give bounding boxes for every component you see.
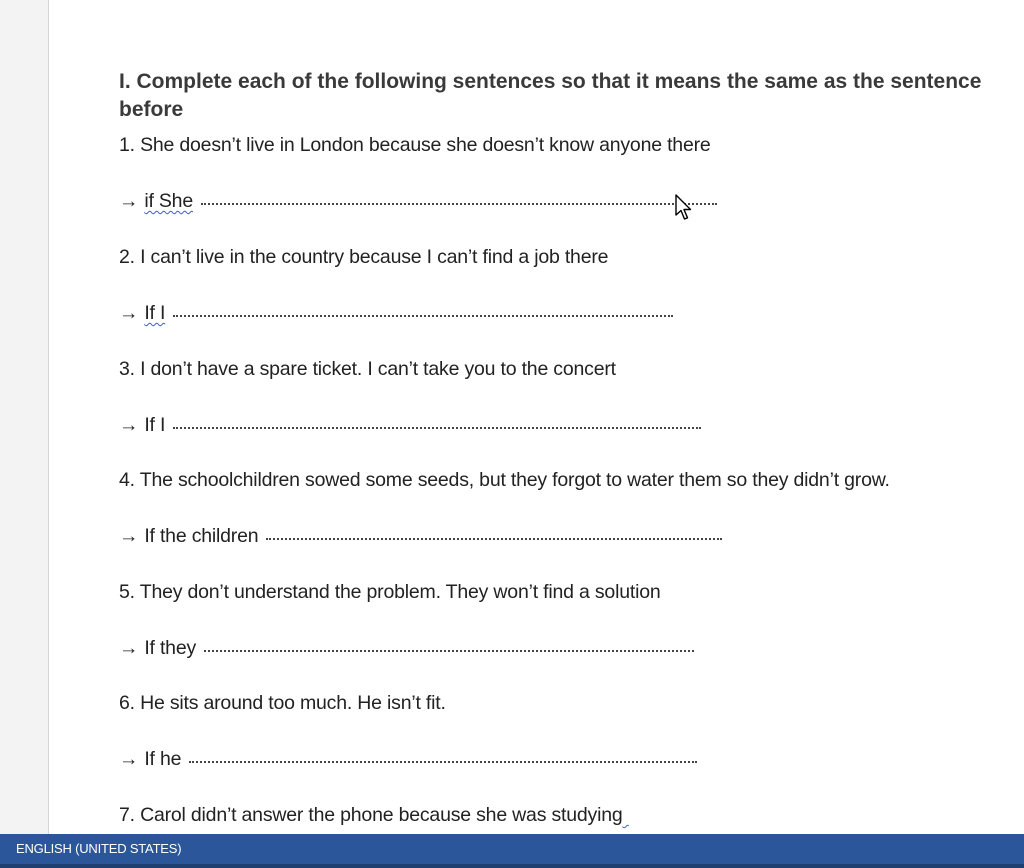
left-margin-gutter — [0, 0, 49, 834]
exercise-heading: I. Complete each of the following sentences so that it means the same as the sentence before — [119, 70, 982, 121]
answer-blank-4[interactable] — [266, 535, 722, 540]
answer-line-4[interactable] — [119, 525, 722, 548]
answer-line-2[interactable] — [119, 302, 673, 325]
document-page[interactable] — [49, 0, 1024, 834]
arrow-icon: → — [119, 637, 139, 659]
sentence-6: 6. He sits around too much. He isn’t fit. — [119, 692, 446, 714]
answer-prefix-2: If I — [144, 302, 166, 324]
arrow-icon: → — [119, 302, 139, 324]
language-indicator[interactable]: ENGLISH (UNITED STATES) — [16, 841, 182, 856]
window-bottom-edge — [0, 864, 1024, 868]
mouse-pointer-icon — [674, 194, 694, 222]
answer-blank-1[interactable] — [201, 200, 717, 205]
sentence-1: 1. She doesn’t live in London because she doesn’t know anyone there — [119, 134, 711, 156]
answer-blank-2[interactable] — [173, 312, 673, 317]
answer-line-6[interactable] — [119, 748, 697, 771]
answer-prefix-4: If the children — [144, 525, 259, 547]
arrow-icon: → — [119, 525, 139, 547]
answer-blank-5[interactable] — [204, 647, 694, 652]
sentence-4: 4. The schoolchildren sowed some seeds, but they forgot to water them so they didn’t grow. — [119, 469, 890, 491]
sentence-7-text: 7. Carol didn’t answer the phone because she was studying — [119, 804, 623, 826]
answer-prefix-1: if She — [144, 190, 193, 212]
sentence-3: 3. I don’t have a spare ticket. I can’t take you to the concert — [119, 358, 616, 380]
answer-prefix-6: If he — [144, 748, 182, 770]
sentence-2: 2. I can’t live in the country because I can’t find a job there — [119, 246, 609, 268]
arrow-icon: → — [119, 748, 139, 770]
status-bar — [0, 834, 1024, 864]
answer-prefix-3: If I — [144, 414, 166, 436]
answer-blank-3[interactable] — [173, 424, 701, 429]
answer-line-5[interactable] — [119, 637, 694, 660]
sentence-5: 5. They don’t understand the problem. They won’t find a solution — [119, 581, 661, 603]
answer-line-3[interactable] — [119, 414, 701, 437]
answer-blank-6[interactable] — [189, 758, 697, 763]
arrow-icon: → — [119, 414, 139, 436]
answer-line-1[interactable] — [119, 190, 717, 213]
sentence-7 — [119, 804, 629, 827]
arrow-icon: → — [119, 190, 139, 212]
answer-prefix-5: If they — [144, 637, 197, 659]
